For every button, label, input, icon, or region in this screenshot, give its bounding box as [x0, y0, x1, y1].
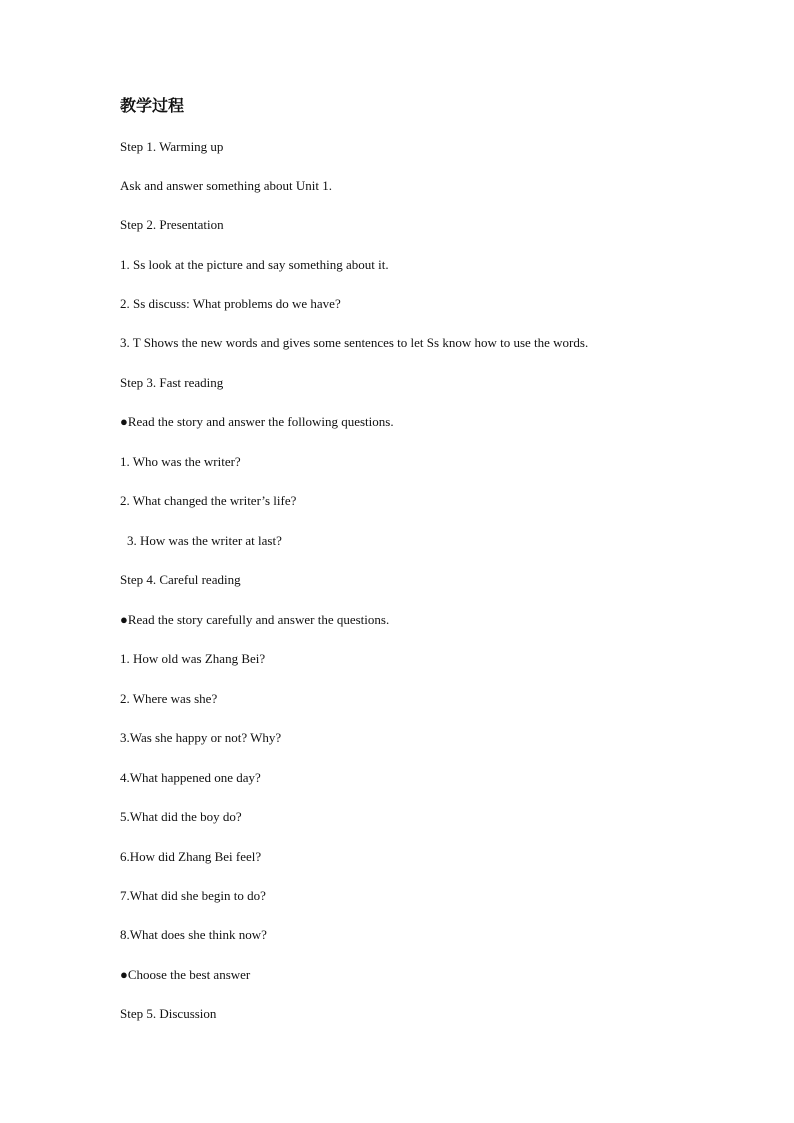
careful-reading-question-7: 7.What did she begin to do? [120, 888, 266, 903]
page-title: 教学过程 [120, 96, 185, 115]
step-2-heading: Step 2. Presentation [120, 217, 224, 232]
fast-reading-instruction: ●Read the story and answer the following questions. [120, 414, 394, 429]
step-3-heading: Step 3. Fast reading [120, 375, 224, 390]
step-4-heading: Step 4. Careful reading [120, 572, 241, 587]
choose-best-answer-instruction: ●Choose the best answer [120, 967, 251, 982]
step-2-item-3: 3. T Shows the new words and gives some sentences to let Ss know how to use the words. [120, 335, 589, 350]
careful-reading-question-5: 5.What did the boy do? [120, 809, 242, 824]
fast-reading-question-2: 2. What changed the writer’s life? [120, 493, 297, 508]
step-1-heading: Step 1. Warming up [120, 139, 224, 154]
fast-reading-question-1: 1. Who was the writer? [120, 454, 241, 469]
careful-reading-instruction: ●Read the story carefully and answer the questions. [120, 612, 390, 627]
step-5-heading: Step 5. Discussion [120, 1006, 217, 1021]
careful-reading-question-6: 6.How did Zhang Bei feel? [120, 849, 262, 864]
step-1-text: Ask and answer something about Unit 1. [120, 178, 332, 193]
careful-reading-question-2: 2. Where was she? [120, 691, 218, 706]
careful-reading-question-4: 4.What happened one day? [120, 770, 261, 785]
careful-reading-question-3: 3.Was she happy or not? Why? [120, 730, 282, 745]
careful-reading-question-1: 1. How old was Zhang Bei? [120, 651, 266, 666]
fast-reading-question-3: 3. How was the writer at last? [127, 533, 282, 548]
careful-reading-question-8: 8.What does she think now? [120, 927, 267, 942]
step-2-item-1: 1. Ss look at the picture and say something about it. [120, 257, 389, 272]
step-2-item-2: 2. Ss discuss: What problems do we have? [120, 296, 341, 311]
